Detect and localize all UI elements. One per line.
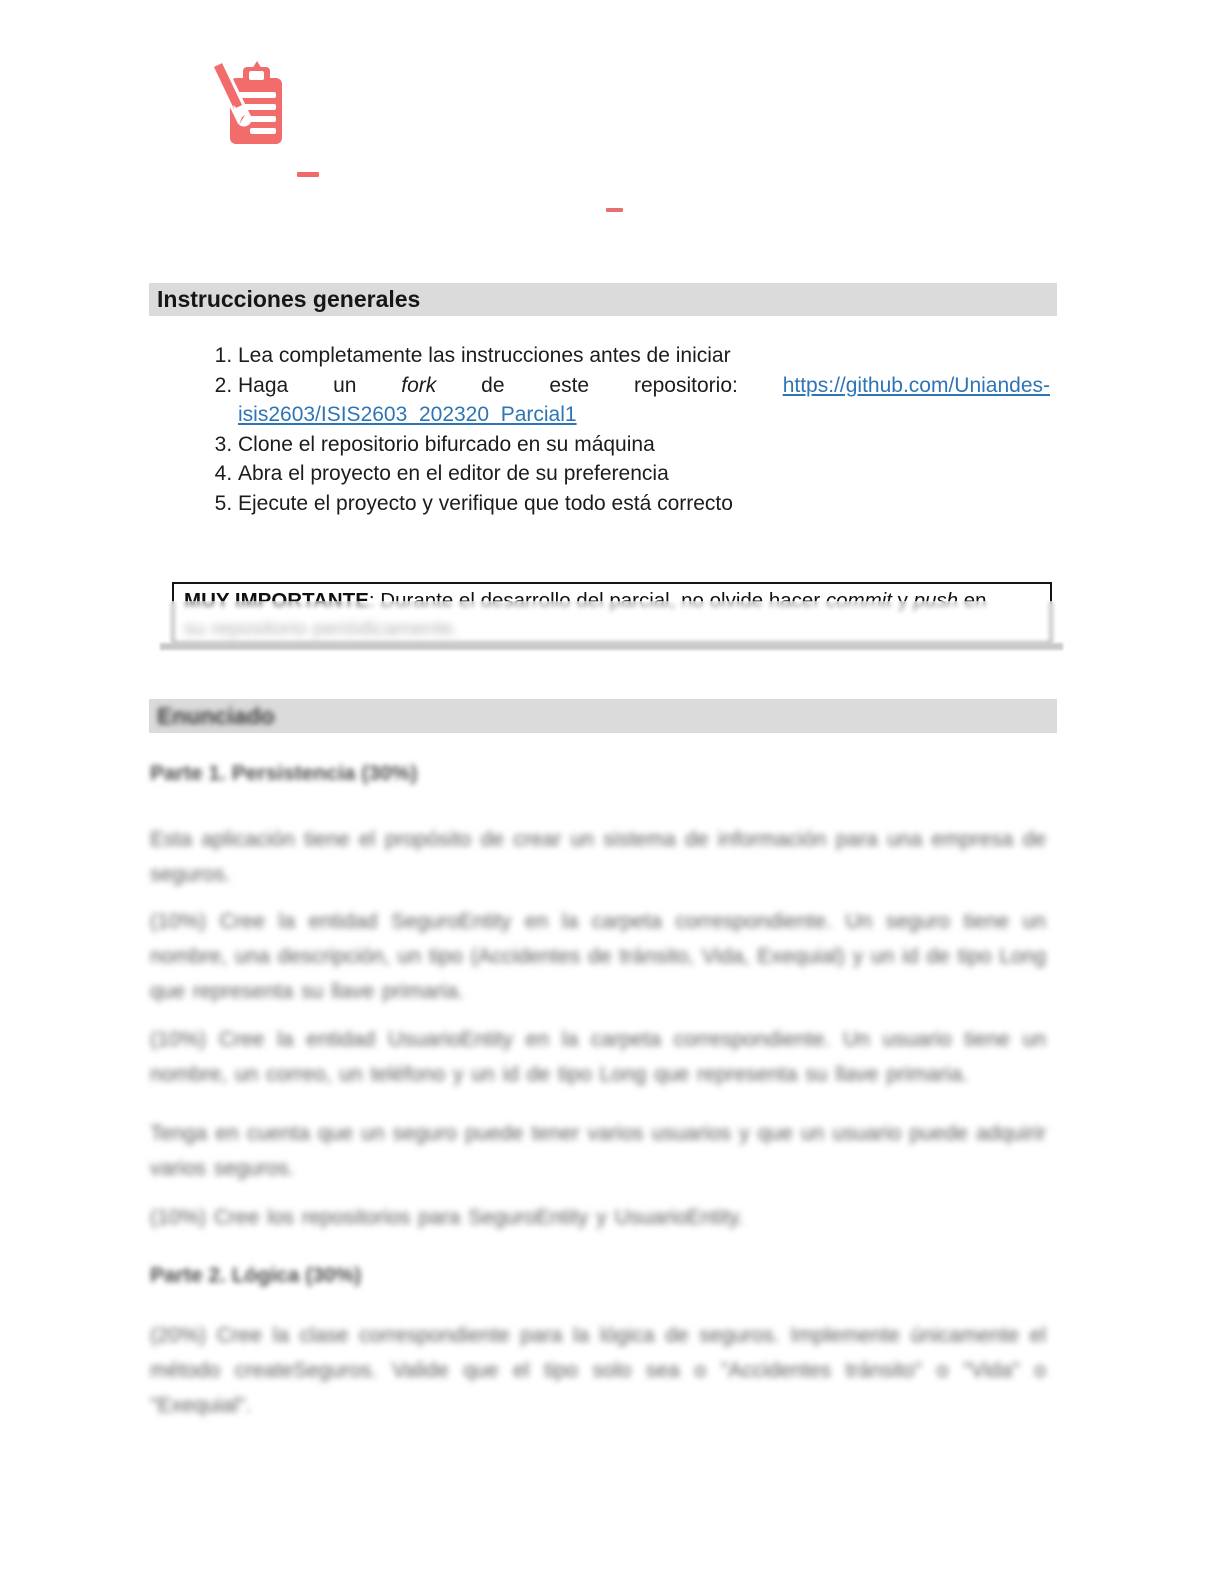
instruction-item-2: 2. Haga un fork de este repositorio: https://github.com/Uniandes-isis2603/ISIS2603_202320_Parcial1: [238, 371, 1050, 430]
section-title: Instrucciones generales: [157, 286, 421, 312]
blurred-paragraph-logica: (20%) Cree la clase correspondiente para la lógica de seguros. Implemente únicamente el método createSeguros. Valide que el tipo solo sea o "Accidentes tránsito" o "Vida" o "Exequial".: [150, 1324, 1046, 1417]
section-title: Enunciado: [157, 702, 275, 729]
blurred-paragraph-relacion: Tenga en cuenta que un seguro puede tener varios usuarios y que un usuario puede adquirir varios seguros.: [150, 1122, 1046, 1180]
blurred-paragraph-repositorios: (10%) Cree los repositorios para SeguroEntity y UsuarioEntity.: [150, 1206, 744, 1229]
redacted-subtitle-dash: [606, 208, 623, 212]
redaction-overlay: [160, 601, 1063, 650]
instructions-list: [150, 341, 1050, 518]
blurred-paragraph-usuario-entity: (10%) Cree la entidad UsuarioEntity en la carpeta correspondiente. Un usuario tiene un nombre, un correo, un teléfono y un id de tipo Long que representa su llave primaria.: [150, 1028, 1046, 1086]
parte1-heading: Parte 1. Persistencia (30%): [150, 762, 418, 785]
redaction-shadow-band: [160, 643, 1063, 650]
clipboard-pencil-icon: [200, 58, 286, 148]
instruction-item-1: 1. Lea completamente las instrucciones antes de iniciar: [238, 341, 1050, 371]
repo-link[interactable]: https://github.com/Uniandes-isis2603/ISIS2603_202320_Parcial1: [238, 373, 1051, 426]
blurred-paragraph-intro: Esta aplicación tiene el propósito de crear un sistema de información para una empresa de seguros.: [150, 828, 1046, 886]
section-header-enunciado: [149, 699, 1057, 733]
section-header-instrucciones: [149, 283, 1057, 316]
parte2-heading: Parte 2. Lógica (30%): [150, 1264, 362, 1287]
instruction-item-4: 4. Abra el proyecto en el editor de su preferencia: [238, 459, 1050, 489]
redacted-title-dash: [297, 172, 319, 177]
blurred-paragraph-seguro-entity: (10%) Cree la entidad SeguroEntity en la carpeta correspondiente. Un seguro tiene un nombre, una descripción, un tipo (Accidentes de tránsito, Vida, Exequial) y un id de tipo Long que representa su llave primaria.: [150, 910, 1046, 1003]
instruction-item-5: 5. Ejecute el proyecto y verifique que todo está correcto: [238, 489, 1050, 519]
instruction-item-3: 3. Clone el repositorio bifurcado en su máquina: [238, 430, 1050, 460]
